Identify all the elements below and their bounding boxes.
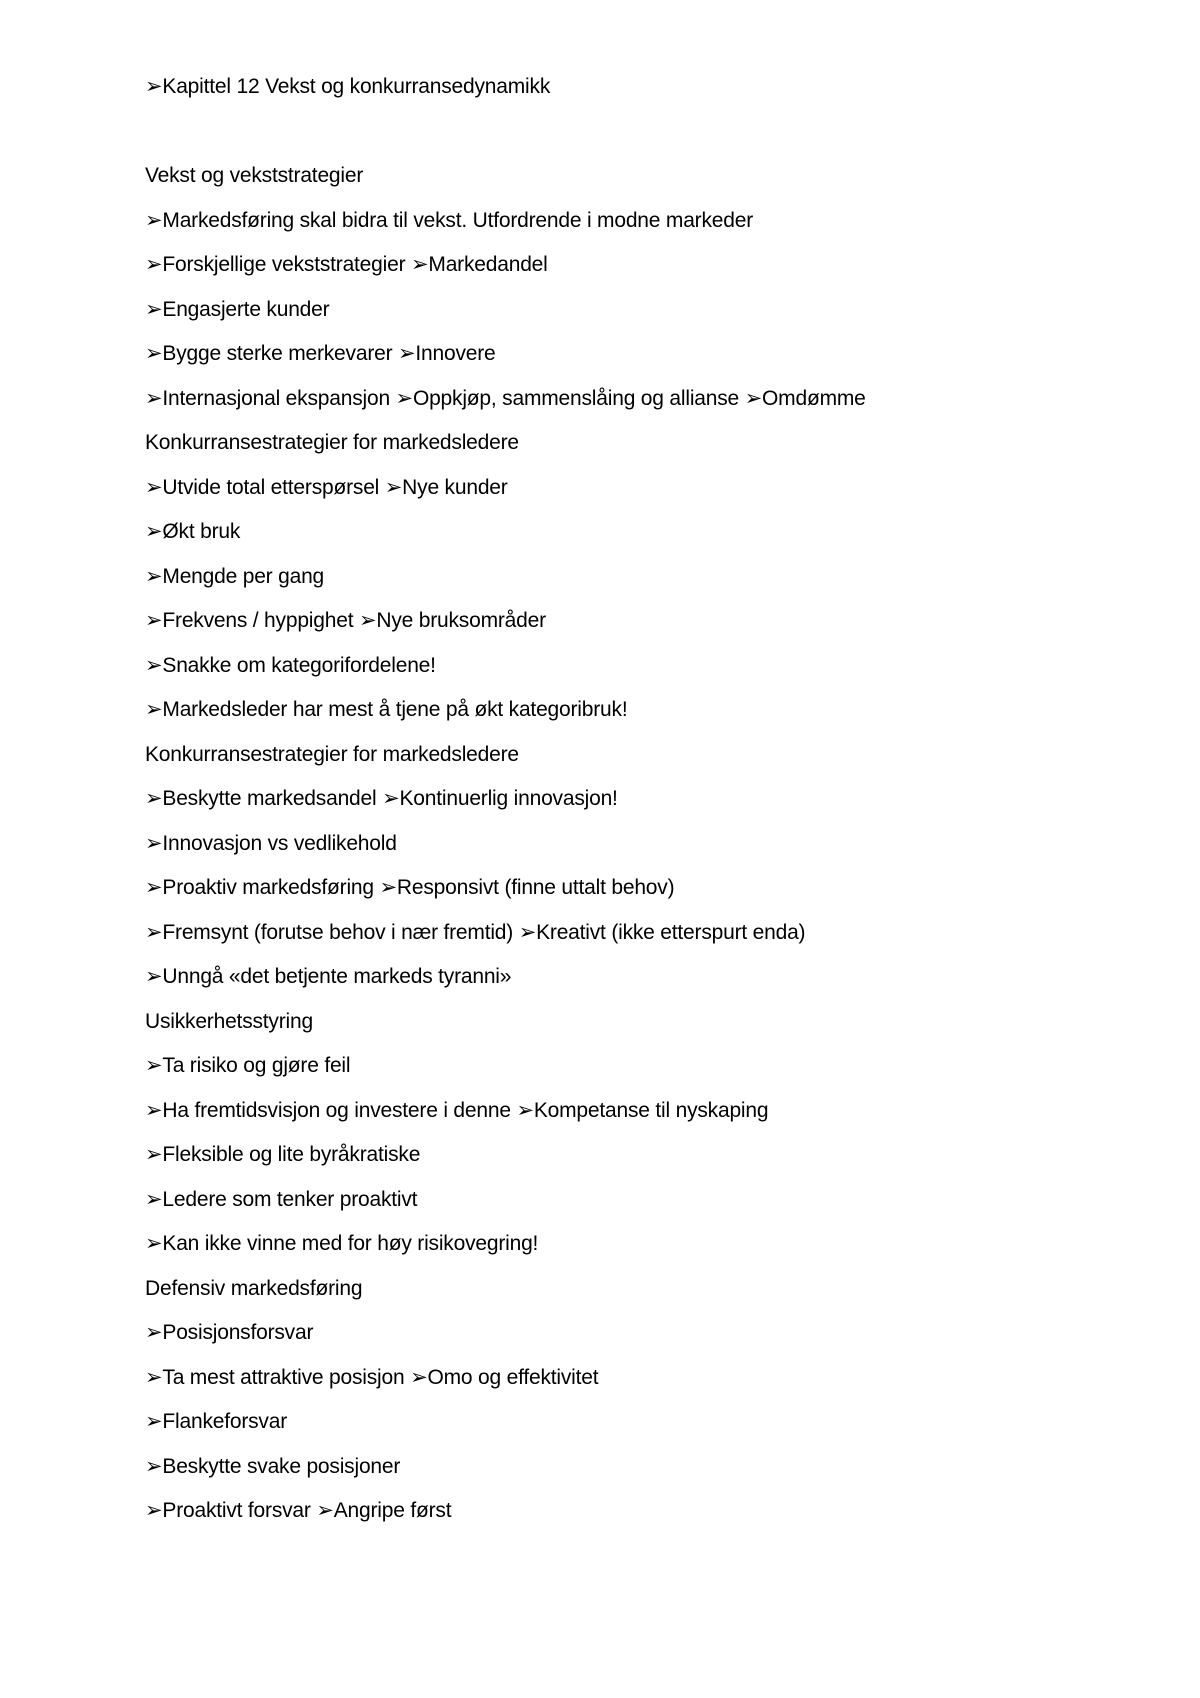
document-line: ➢Innovasjon vs vedlikehold	[145, 831, 397, 855]
document-line: ➢Unngå «det betjente markeds tyranni»	[145, 965, 512, 988]
blank-line	[145, 117, 1145, 162]
document-line: ➢Fremsynt (forutse behov i nær fremtid) ➢Kreativt (ikke etterspurt enda)	[145, 920, 806, 944]
document-line: ➢Ta risiko og gjøre feil	[145, 1054, 351, 1077]
document-line: ➢Flankeforsvar	[145, 1410, 288, 1433]
document-line: ➢Kan ikke vinne med for høy risikovegring!	[145, 1232, 539, 1255]
document-line: Usikkerhetsstyring	[145, 1009, 313, 1033]
document-line: ➢Snakke om kategorifordelene!	[145, 653, 436, 677]
document-line: ➢Forskjellige vekststrategier ➢Markedandel	[145, 253, 548, 276]
document-line: ➢Ledere som tenker proaktivt	[145, 1187, 418, 1211]
document-line: ➢Internasjonal ekspansjon ➢Oppkjøp, sammenslåing og allianse ➢Omdømme	[145, 386, 866, 410]
document-line: ➢Økt bruk	[145, 520, 241, 543]
document-line: ➢Posisjonsforsvar	[145, 1321, 314, 1344]
document-line: Vekst og vekststrategier	[145, 164, 364, 187]
document-line: ➢Beskytte markedsandel ➢Kontinuerlig innovasjon!	[145, 787, 618, 810]
document-line: Defensiv markedsføring	[145, 1276, 363, 1300]
document-line: ➢Beskytte svake posisjoner	[145, 1454, 401, 1478]
document-line: ➢Utvide total etterspørsel ➢Nye kunder	[145, 475, 508, 499]
document-line: ➢Markedsføring skal bidra til vekst. Utfordrende i modne markeder	[145, 208, 753, 232]
document-line: ➢Markedsleder har mest å tjene på økt kategoribruk!	[145, 698, 628, 721]
document-line: ➢Fleksible og lite byråkratiske	[145, 1143, 421, 1166]
document-body	[145, 72, 1145, 1541]
document-line: ➢Engasjerte kunder	[145, 297, 330, 321]
document-line: ➢Ta mest attraktive posisjon ➢Omo og effektivitet	[145, 1365, 599, 1389]
document-line: ➢Frekvens / hyppighet ➢Nye bruksområder	[145, 609, 546, 632]
document-line: ➢Proaktiv markedsføring ➢Responsivt (finne uttalt behov)	[145, 876, 675, 899]
document-line: Konkurransestrategier for markedsledere	[145, 742, 519, 766]
document-line: Konkurransestrategier for markedsledere	[145, 431, 519, 454]
document-line: ➢Proaktivt forsvar ➢Angripe først	[145, 1499, 452, 1522]
document-line: ➢Mengde per gang	[145, 564, 325, 588]
document-line: ➢Bygge sterke merkevarer ➢Innovere	[145, 342, 496, 365]
document-line: ➢Kapittel 12 Vekst og konkurransedynamikk	[145, 75, 551, 98]
document-line: ➢Ha fremtidsvisjon og investere i denne ➢Kompetanse til nyskaping	[145, 1098, 769, 1122]
